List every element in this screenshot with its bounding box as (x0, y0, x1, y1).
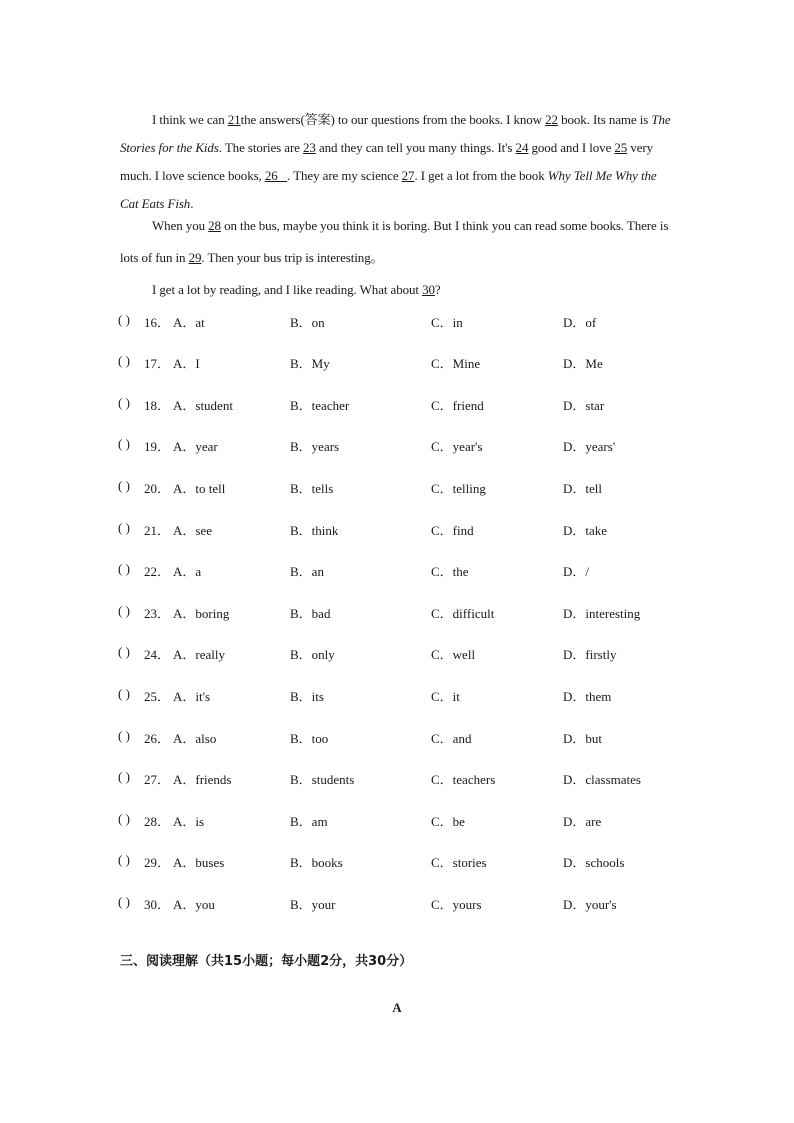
option-b: B．only (290, 647, 335, 662)
option-b: B．on (290, 315, 325, 330)
text: When you (152, 218, 209, 233)
option-a: A．buses (173, 855, 225, 870)
blank-27: 27 (401, 168, 415, 183)
passage-paragraph-3 (120, 278, 675, 301)
option-d: D．take (563, 523, 608, 538)
option-c: C．it (431, 689, 460, 704)
option-c: C．the (431, 564, 469, 579)
question-row (118, 686, 678, 704)
option-d: D．years' (563, 439, 616, 454)
answer-paren[interactable]: ( ) (118, 852, 130, 867)
question-number: 28． (144, 814, 171, 829)
answer-paren[interactable]: ( ) (118, 894, 130, 909)
option-b: B．years (290, 439, 340, 454)
option-d: D．schools (563, 855, 625, 870)
text: . The stories are (218, 140, 304, 155)
question-number: 21． (144, 523, 171, 538)
section-heading: 三、阅读理解（共15小题；每小题2分，共30分） (120, 954, 413, 969)
option-d: D．them (563, 689, 612, 704)
text: very much. I love science books, (120, 140, 654, 183)
option-a: A．student (173, 398, 233, 413)
answer-paren[interactable]: ( ) (118, 312, 130, 327)
option-b: B．teacher (290, 398, 350, 413)
option-a: A．see (173, 523, 212, 538)
passage-label: A (392, 1000, 402, 1015)
option-d: D．classmates (563, 772, 641, 787)
option-b: B．books (290, 855, 343, 870)
question-number: 17． (144, 356, 171, 371)
option-d: D．Me (563, 356, 603, 371)
question-number: 18． (144, 398, 171, 413)
blank-28: 28 (208, 218, 221, 233)
option-d: D．of (563, 315, 597, 330)
question-row (118, 520, 678, 538)
passage-paragraph-2 (120, 210, 675, 274)
text: . They are my science (287, 168, 402, 183)
question-row (118, 312, 678, 330)
question-row (118, 894, 678, 912)
question-number: 23． (144, 606, 171, 621)
option-c: C．telling (431, 481, 486, 496)
option-c: C．friend (431, 398, 484, 413)
option-a: A．to tell (173, 481, 226, 496)
answer-paren[interactable]: ( ) (118, 686, 130, 701)
option-b: B．its (290, 689, 324, 704)
blank-22: 22 (545, 112, 558, 127)
option-d: D．/ (563, 564, 590, 579)
option-b: B．My (290, 356, 330, 371)
option-b: B．an (290, 564, 324, 579)
answer-paren[interactable]: ( ) (118, 603, 130, 618)
text: I think we can (152, 112, 228, 127)
option-c: C．Mine (431, 356, 481, 371)
question-row (118, 852, 678, 870)
answer-paren[interactable]: ( ) (118, 478, 130, 493)
answer-paren[interactable]: ( ) (118, 353, 130, 368)
option-b: B．students (290, 772, 355, 787)
text: on the bus, maybe you think it is boring. But I think you can read some books. There is lots of fun in (120, 218, 669, 265)
option-a: A．is (173, 814, 205, 829)
option-d: D．your's (563, 897, 617, 912)
question-number: 29． (144, 855, 171, 870)
question-number: 19． (144, 439, 171, 454)
answer-paren[interactable]: ( ) (118, 811, 130, 826)
option-d: D．tell (563, 481, 602, 496)
text: . (190, 196, 194, 211)
passage-paragraph-1 (120, 106, 675, 218)
question-row (118, 728, 678, 746)
option-c: C．well (431, 647, 476, 662)
option-d: D．are (563, 814, 602, 829)
text: I get a lot by reading, and I like reading. What about (152, 282, 423, 297)
book-title-2: Why Tell Me Why the Cat Eats Fish (120, 168, 657, 211)
option-b: B．think (290, 523, 339, 538)
option-a: A．I (173, 356, 200, 371)
answer-paren[interactable]: ( ) (118, 561, 130, 576)
blank-26: 26 (264, 168, 288, 183)
question-number: 16． (144, 315, 171, 330)
text: the answers(答案) to our questions from the books. I know (240, 112, 546, 127)
blank-23: 23 (303, 140, 316, 155)
text: and they can tell you many things. It's (315, 140, 516, 155)
question-number: 22． (144, 564, 171, 579)
option-d: D．star (563, 398, 605, 413)
option-b: B．tells (290, 481, 334, 496)
blank-25: 25 (614, 140, 628, 155)
option-a: A．year (173, 439, 218, 454)
question-number: 27． (144, 772, 171, 787)
text: good and I love (528, 140, 615, 155)
option-d: D．but (563, 731, 603, 746)
question-number: 26． (144, 731, 171, 746)
question-number: 30． (144, 897, 171, 912)
option-c: C．difficult (431, 606, 495, 621)
text: . I get a lot from the book (414, 168, 548, 183)
option-d: D．firstly (563, 647, 617, 662)
question-row (118, 769, 678, 787)
option-a: A．really (173, 647, 225, 662)
answer-paren[interactable]: ( ) (118, 728, 130, 743)
blank-21: 21 (227, 112, 241, 127)
blank-30: 30 (422, 282, 435, 297)
option-c: C．yours (431, 897, 482, 912)
question-row (118, 436, 678, 454)
question-number: 24． (144, 647, 171, 662)
question-row (118, 644, 678, 662)
option-b: B．am (290, 814, 328, 829)
blank-24: 24 (515, 140, 529, 155)
option-a: A．it's (173, 689, 211, 704)
option-a: A．boring (173, 606, 230, 621)
option-c: C．year's (431, 439, 483, 454)
question-row (118, 395, 678, 413)
option-b: B．your (290, 897, 336, 912)
option-a: A．at (173, 315, 205, 330)
option-b: B．too (290, 731, 329, 746)
answer-paren[interactable]: ( ) (118, 395, 130, 410)
option-d: D．interesting (563, 606, 641, 621)
text: ? (434, 282, 441, 297)
option-c: C．in (431, 315, 463, 330)
option-c: C．be (431, 814, 465, 829)
answer-paren[interactable]: ( ) (118, 769, 130, 784)
question-row (118, 561, 678, 579)
answer-paren[interactable]: ( ) (118, 520, 130, 535)
option-a: A．you (173, 897, 215, 912)
question-number: 25． (144, 689, 171, 704)
option-a: A．a (173, 564, 202, 579)
text: book. Its name is (557, 112, 652, 127)
option-c: C．and (431, 731, 472, 746)
blank-29: 29 (188, 250, 202, 265)
option-a: A．friends (173, 772, 232, 787)
question-row (118, 353, 678, 371)
answer-paren[interactable]: ( ) (118, 436, 130, 451)
question-row (118, 811, 678, 829)
text: . Then your bus trip is interesting。 (201, 250, 384, 265)
option-c: C．find (431, 523, 474, 538)
option-b: B．bad (290, 606, 331, 621)
answer-paren[interactable]: ( ) (118, 644, 130, 659)
question-row (118, 478, 678, 496)
question-number: 20． (144, 481, 171, 496)
option-c: C．teachers (431, 772, 496, 787)
book-title-1: The Stories for the Kids (120, 112, 671, 155)
question-row (118, 603, 678, 621)
option-a: A．also (173, 731, 217, 746)
option-c: C．stories (431, 855, 487, 870)
